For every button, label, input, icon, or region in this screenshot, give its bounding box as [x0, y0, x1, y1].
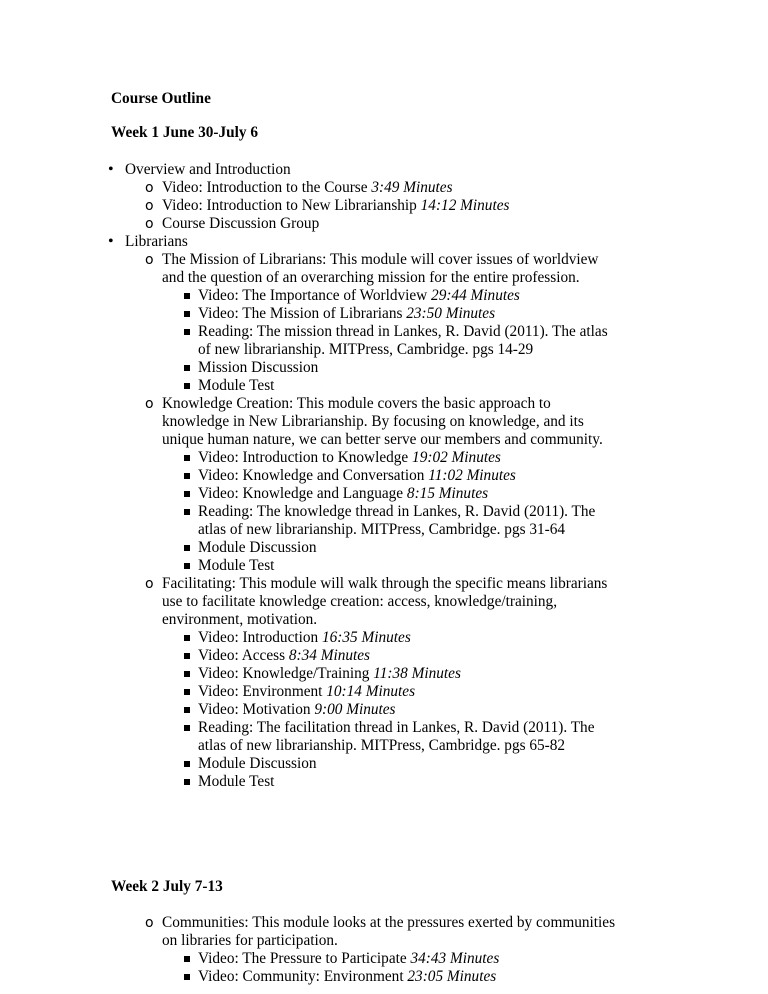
video-duration: 16:35 Minutes: [321, 629, 411, 646]
square-bullet-icon: [184, 653, 190, 659]
video-duration: 29:44 Minutes: [431, 287, 520, 304]
square-bullet-icon: [184, 509, 190, 515]
list-item: [198, 665, 461, 683]
square-bullet-icon: [184, 473, 190, 479]
circle-bullet-icon: o: [145, 216, 154, 232]
square-bullet-icon: [184, 563, 190, 569]
video-duration: 11:02 Minutes: [428, 467, 516, 484]
list-item-text: Video: Motivation: [198, 701, 315, 718]
circle-bullet-icon: o: [145, 396, 154, 412]
list-item: [125, 233, 188, 251]
video-duration: 8:15 Minutes: [406, 485, 489, 502]
list-item: [198, 485, 488, 503]
square-bullet-icon: [184, 974, 190, 980]
list-item-text: Mission Discussion: [198, 359, 319, 376]
square-bullet-icon: [184, 956, 190, 962]
list-item-text: Overview and Introduction: [125, 161, 291, 178]
list-item: [198, 377, 274, 395]
list-item: [198, 629, 411, 647]
video-duration: 14:12 Minutes: [420, 197, 510, 214]
list-item-text: use to facilitate knowledge creation: access, knowledge/training,: [162, 593, 558, 610]
list-item-text: Video: Community: Environment: [198, 968, 408, 985]
bullet-icon: •: [108, 233, 114, 250]
video-duration: 10:14 Minutes: [326, 683, 416, 700]
list-item-text: Video: Introduction to New Librarianship: [162, 197, 421, 214]
list-item-text: Module Discussion: [198, 539, 317, 556]
video-duration: 8:34 Minutes: [288, 647, 370, 664]
list-item: [125, 161, 291, 179]
list-item: [198, 773, 274, 791]
list-item-text: Reading: The knowledge thread in Lankes, R. David (2011). The: [198, 503, 596, 520]
list-item-text: Module Test: [198, 377, 275, 394]
list-item: [162, 215, 319, 233]
video-duration: 23:05 Minutes: [407, 968, 497, 985]
video-duration: 9:00 Minutes: [314, 701, 396, 718]
list-item: [198, 305, 495, 323]
list-item-text: on libraries for participation.: [162, 932, 338, 949]
list-item-text: Video: Access: [198, 647, 289, 664]
list-item-text: of new librarianship. MITPress, Cambridge. pgs 14-29: [198, 341, 534, 358]
list-item-text: Module Test: [198, 773, 275, 790]
list-item-text: Course Discussion Group: [162, 215, 320, 232]
list-item: [198, 467, 516, 485]
list-item: [198, 755, 317, 773]
square-bullet-icon: [184, 689, 190, 695]
list-item: [198, 449, 501, 467]
square-bullet-icon: [184, 491, 190, 497]
circle-bullet-icon: o: [145, 252, 154, 268]
square-bullet-icon: [184, 311, 190, 317]
video-duration: 19:02 Minutes: [412, 449, 501, 466]
list-item: [198, 647, 370, 665]
square-bullet-icon: [184, 779, 190, 785]
list-item-text: Module Test: [198, 557, 275, 574]
list-item: [198, 557, 274, 575]
circle-bullet-icon: o: [145, 198, 154, 214]
list-item-text: Video: Knowledge/Training: [198, 665, 374, 682]
square-bullet-icon: [184, 707, 190, 713]
list-item-text: and the question of an overarching mission for the entire profession.: [162, 269, 580, 286]
video-duration: 3:49 Minutes: [371, 179, 453, 196]
square-bullet-icon: [184, 455, 190, 461]
list-item-text: unique human nature, we can better serve our members and community.: [162, 431, 603, 448]
square-bullet-icon: [184, 365, 190, 371]
list-item-text: Reading: The facilitation thread in Lankes, R. David (2011). The: [198, 719, 595, 736]
circle-bullet-icon: o: [145, 576, 154, 592]
list-item-text: The Mission of Librarians: This module will cover issues of worldview: [162, 251, 599, 268]
list-item-text: Video: The Importance of Worldview: [198, 287, 432, 304]
square-bullet-icon: [184, 671, 190, 677]
list-item-text: Librarians: [125, 233, 188, 250]
list-item-text: Module Discussion: [198, 755, 317, 772]
square-bullet-icon: [184, 761, 190, 767]
list-item: [162, 179, 453, 197]
list-item-text: Communities: This module looks at the pressures exerted by communities: [162, 914, 616, 931]
week-heading: Week 2 July 7-13: [111, 878, 223, 895]
list-item-text: Video: The Mission of Librarians: [198, 305, 407, 322]
list-item: [162, 197, 509, 215]
bullet-icon: •: [108, 161, 114, 178]
circle-bullet-icon: o: [145, 180, 154, 196]
square-bullet-icon: [184, 635, 190, 641]
list-item-text: environment, motivation.: [162, 611, 318, 628]
list-item: [198, 701, 396, 719]
video-duration: 23:50 Minutes: [406, 305, 496, 322]
list-item-text: Facilitating: This module will walk through the specific means librarians: [162, 575, 608, 592]
page-title: Course Outline: [111, 90, 211, 107]
list-item-text: Knowledge Creation: This module covers the basic approach to: [162, 395, 551, 412]
list-item: [198, 539, 317, 557]
square-bullet-icon: [184, 545, 190, 551]
list-item-text: Video: Introduction: [198, 629, 322, 646]
video-duration: 11:38 Minutes: [373, 665, 461, 682]
list-item: [198, 287, 520, 305]
list-item: [198, 968, 496, 986]
list-item: [198, 950, 499, 968]
square-bullet-icon: [184, 383, 190, 389]
week-heading: Week 1 June 30-July 6: [111, 124, 259, 141]
list-item: [198, 359, 318, 377]
list-item-text: Video: Knowledge and Language: [198, 485, 407, 502]
list-item-text: atlas of new librarianship. MITPress, Cambridge. pgs 31-64: [198, 521, 566, 538]
square-bullet-icon: [184, 329, 190, 335]
square-bullet-icon: [184, 293, 190, 299]
list-item-text: Video: Knowledge and Conversation: [198, 467, 429, 484]
square-bullet-icon: [184, 725, 190, 731]
list-item: [198, 683, 415, 701]
list-item-text: atlas of new librarianship. MITPress, Cambridge. pgs 65-82: [198, 737, 566, 754]
video-duration: 34:43 Minutes: [410, 950, 500, 967]
list-item-text: Video: Introduction to the Course: [162, 179, 372, 196]
list-item-text: Reading: The mission thread in Lankes, R. David (2011). The atlas: [198, 323, 608, 340]
list-item-text: knowledge in New Librarianship. By focusing on knowledge, and its: [162, 413, 584, 430]
list-item-text: Video: Introduction to Knowledge: [198, 449, 413, 466]
list-item-text: Video: The Pressure to Participate: [198, 950, 411, 967]
list-item-text: Video: Environment: [198, 683, 327, 700]
circle-bullet-icon: o: [145, 915, 154, 931]
